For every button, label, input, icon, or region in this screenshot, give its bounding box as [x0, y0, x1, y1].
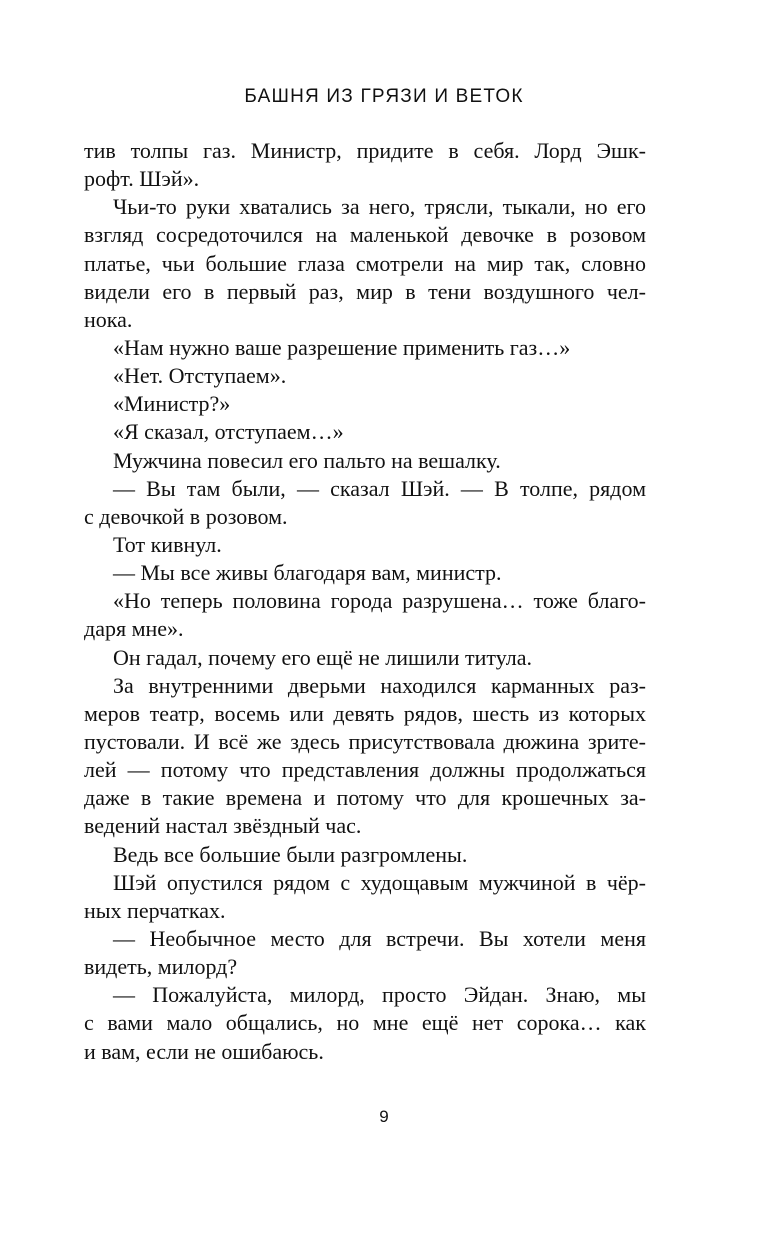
- text-line: меров театр, восемь или девять рядов, шесть из которых: [84, 700, 646, 726]
- text-line: тив толпы газ. Министр, придите в себя. Лорд Эшк-: [84, 138, 646, 163]
- text-line: «Но теперь половина города разрушена… тоже благо-: [113, 588, 646, 614]
- text-line: пустовали. И всё же здесь присутствовала дюжина зрите-: [84, 728, 646, 754]
- text-line: ведений настал звёздный час.: [84, 813, 362, 839]
- text-line: даже в такие времена и потому что для крошечных за-: [84, 785, 646, 811]
- page-number: 9: [379, 1107, 389, 1126]
- text-line: с вами мало общались, но мне ещё нет сорока… как: [84, 1010, 646, 1036]
- text-line: ных перчатках.: [84, 897, 226, 923]
- text-line: Он гадал, почему его ещё не лишили титула.: [113, 644, 532, 670]
- text-line: Тот кивнул.: [113, 531, 222, 557]
- text-line: с девочкой в розовом.: [84, 503, 288, 529]
- text-line: «Нет. Отступаем».: [113, 363, 287, 389]
- text-line: видеть, милорд?: [84, 954, 238, 980]
- text-line: «Нам нужно ваше разрешение применить газ…»: [113, 334, 571, 360]
- text-line: нока.: [84, 306, 133, 332]
- text-line: Мужчина повесил его пальто на вешалку.: [113, 447, 501, 473]
- text-line: — Мы все живы благодаря вам, министр.: [113, 560, 502, 586]
- text-line: рофт. Шэй».: [84, 166, 200, 192]
- text-line: Шэй опустился рядом с худощавым мужчиной в чёр-: [113, 869, 646, 895]
- text-line: Ведь все большие были разгромлены.: [113, 841, 468, 867]
- text-line: и вам, если не ошибаюсь.: [84, 1038, 324, 1064]
- text-line: платье, чьи большие глаза смотрели на мир так, словно: [84, 250, 646, 276]
- text-line: видели его в первый раз, мир в тени воздушного чел-: [84, 278, 646, 304]
- text-line: — Пожалуйста, милорд, просто Эйдан. Знаю, мы: [113, 982, 646, 1008]
- text-line: даря мне».: [84, 616, 184, 642]
- text-line: Чьи-то руки хватались за него, трясли, тыкали, но его: [113, 194, 646, 220]
- running-head: БАШНЯ ИЗ ГРЯЗИ И ВЕТОК: [244, 86, 524, 107]
- text-line: За внутренними дверьми находился карманных раз-: [113, 672, 646, 698]
- text-line: лей — потому что представления должны продолжаться: [84, 757, 646, 783]
- body-text: [84, 137, 646, 1066]
- text-line: «Я сказал, отступаем…»: [113, 419, 344, 445]
- text-line: — Необычное место для встречи. Вы хотели меня: [113, 925, 646, 951]
- text-line: взгляд сосредоточился на маленькой девочке в розовом: [84, 222, 646, 248]
- text-line: «Министр?»: [113, 391, 231, 417]
- text-line: — Вы там были, — сказал Шэй. — В толпе, рядом: [113, 475, 646, 501]
